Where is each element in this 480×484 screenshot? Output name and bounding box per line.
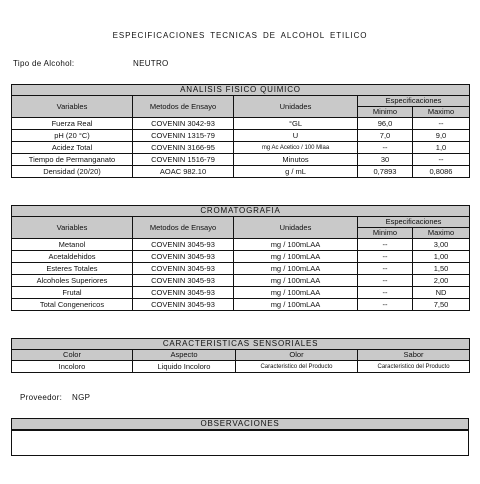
cell-minimo: -- [358, 251, 413, 263]
cell-maximo: 1,50 [413, 263, 470, 275]
header-aspecto: Aspecto [133, 350, 236, 361]
cromatografia-title: CROMATOGRAFIA [12, 206, 470, 217]
cell-variable: Densidad (20/20) [12, 166, 133, 178]
header-olor: Olor [236, 350, 358, 361]
cell-color: Incoloro [12, 361, 133, 373]
table-row [12, 154, 470, 166]
cell-variable: Metanol [12, 239, 133, 251]
header-unidades: Unidades [234, 96, 358, 118]
table-row [12, 287, 470, 299]
cell-maximo: 7,50 [413, 299, 470, 311]
document-title: ESPECIFICACIONES TECNICAS DE ALCOHOL ETILICO [112, 31, 368, 40]
cell-minimo: -- [358, 239, 413, 251]
cell-unidad: mg Ac Acetico / 100 Mlaa [234, 142, 358, 154]
cell-minimo: -- [358, 142, 413, 154]
sensoriales-title: CARACTERISTICAS SENSORIALES [12, 339, 470, 350]
header-especificaciones: Especificaciones [358, 96, 470, 107]
observaciones-box [11, 430, 469, 456]
cell-maximo: 1,00 [413, 251, 470, 263]
table-row [12, 118, 470, 130]
cell-minimo: 96,0 [358, 118, 413, 130]
cell-unidad: mg / 100mLAA [234, 251, 358, 263]
sensoriales-table [11, 338, 470, 373]
table-row [12, 166, 470, 178]
cell-metodo: COVENIN 3045-93 [133, 287, 234, 299]
cell-variable: Tiempo de Permanganato [12, 154, 133, 166]
cell-unidad: mg / 100mLAA [234, 275, 358, 287]
cell-maximo: 0,8086 [413, 166, 470, 178]
fisico-quimico-table [11, 84, 470, 178]
cell-unidad: U [234, 130, 358, 142]
observaciones-title-row [12, 419, 469, 430]
cell-minimo: 0,7893 [358, 166, 413, 178]
header-maximo: Maximo [413, 107, 470, 118]
cell-olor: Caracteristico del Producto [236, 361, 358, 373]
table-row [12, 130, 470, 142]
cell-variable: Acidez Total [12, 142, 133, 154]
cell-minimo: -- [358, 287, 413, 299]
cell-minimo: -- [358, 299, 413, 311]
header-especificaciones: Especificaciones [358, 217, 470, 228]
table-row [12, 299, 470, 311]
cell-variable: Fuerza Real [12, 118, 133, 130]
cell-unidad: mg / 100mLAA [234, 299, 358, 311]
sensoriales-title-row [12, 339, 470, 350]
cell-metodo: COVENIN 3042-93 [133, 118, 234, 130]
cell-maximo: 2,00 [413, 275, 470, 287]
cell-unidad: mg / 100mLAA [234, 239, 358, 251]
tipo-alcohol-value: NEUTRO [133, 59, 169, 68]
header-variables: Variables [12, 217, 133, 239]
cell-maximo: -- [413, 118, 470, 130]
table-row [12, 275, 470, 287]
cell-variable: Alcoholes Superiores [12, 275, 133, 287]
cell-minimo: -- [358, 275, 413, 287]
table-row [12, 251, 470, 263]
fisico-header-row [12, 96, 470, 107]
header-minimo: Minimo [358, 228, 413, 239]
cell-minimo: 7,0 [358, 130, 413, 142]
header-metodos: Metodos de Ensayo [133, 96, 234, 118]
cromatografia-header-row [12, 217, 470, 228]
cell-minimo: 30 [358, 154, 413, 166]
cell-metodo: AOAC 982.10 [133, 166, 234, 178]
cell-variable: Total Congenericos [12, 299, 133, 311]
cell-unidad: Minutos [234, 154, 358, 166]
header-maximo: Maximo [413, 228, 470, 239]
cell-variable: Frutal [12, 287, 133, 299]
cell-variable: Acetaldehidos [12, 251, 133, 263]
cromatografia-title-row [12, 206, 470, 217]
cell-metodo: COVENIN 3166-95 [133, 142, 234, 154]
observaciones-table [11, 418, 469, 430]
cell-maximo: 3,00 [413, 239, 470, 251]
fisico-title: ANALISIS FISICO QUIMICO [12, 85, 470, 96]
table-row [12, 263, 470, 275]
cell-maximo: -- [413, 154, 470, 166]
cell-unidad: mg / 100mLAA [234, 263, 358, 275]
proveedor-label: Proveedor: [20, 393, 63, 402]
cell-metodo: COVENIN 3045-93 [133, 275, 234, 287]
cell-metodo: COVENIN 1516-79 [133, 154, 234, 166]
cell-variable: Esteres Totales [12, 263, 133, 275]
sensoriales-header-row [12, 350, 470, 361]
cell-variable: pH (20 °C) [12, 130, 133, 142]
tipo-alcohol-label: Tipo de Alcohol: [13, 59, 75, 68]
fisico-title-row [12, 85, 470, 96]
header-sabor: Sabor [358, 350, 470, 361]
proveedor-value: NGP [72, 393, 91, 402]
cell-unidad: g / mL [234, 166, 358, 178]
cell-sabor: Caracteristico del Producto [358, 361, 470, 373]
header-variables: Variables [12, 96, 133, 118]
header-unidades: Unidades [234, 217, 358, 239]
cell-metodo: COVENIN 3045-93 [133, 251, 234, 263]
table-row [12, 361, 470, 373]
cell-unidad: °GL [234, 118, 358, 130]
cell-metodo: COVENIN 1315-79 [133, 130, 234, 142]
observaciones-title: OBSERVACIONES [12, 419, 469, 430]
header-minimo: Minimo [358, 107, 413, 118]
cell-aspecto: Liquido Incoloro [133, 361, 236, 373]
cell-unidad: mg / 100mLAA [234, 287, 358, 299]
cell-maximo: ND [413, 287, 470, 299]
cell-minimo: -- [358, 263, 413, 275]
header-color: Color [12, 350, 133, 361]
cell-maximo: 1,0 [413, 142, 470, 154]
table-row [12, 239, 470, 251]
cell-metodo: COVENIN 3045-93 [133, 239, 234, 251]
cell-metodo: COVENIN 3045-93 [133, 263, 234, 275]
cromatografia-table [11, 205, 470, 311]
header-metodos: Metodos de Ensayo [133, 217, 234, 239]
cell-maximo: 9,0 [413, 130, 470, 142]
table-row [12, 142, 470, 154]
cell-metodo: COVENIN 3045-93 [133, 299, 234, 311]
